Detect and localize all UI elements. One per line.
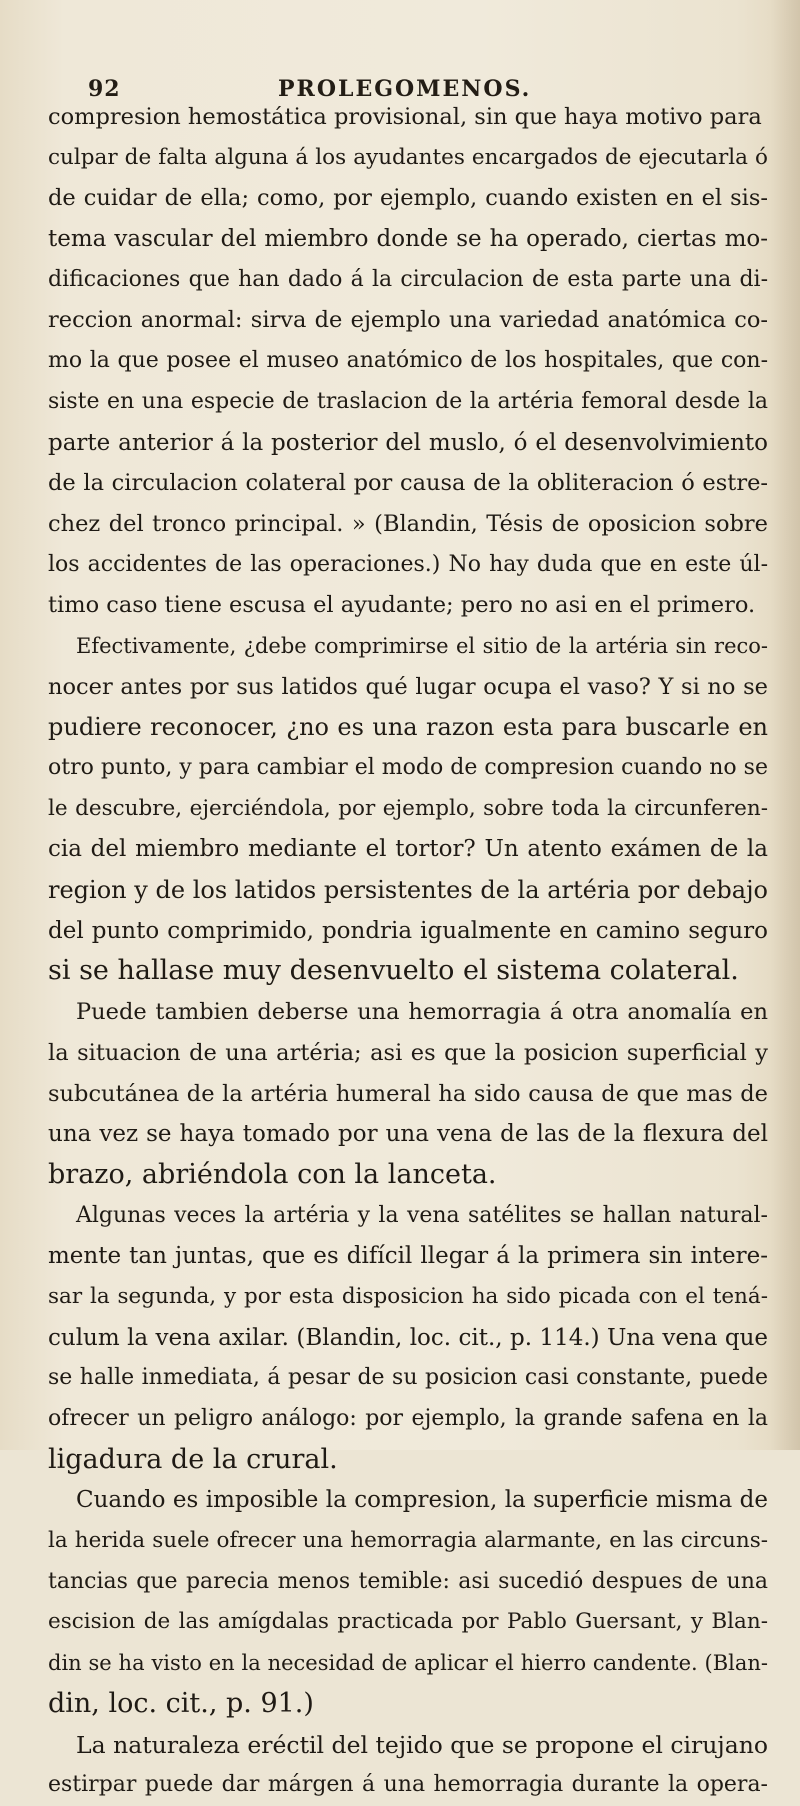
text-line: din, loc. cit., p. 91.) <box>48 1687 314 1719</box>
text-line: tema vascular del miembro donde se ha operado, ciertas mo- <box>48 226 768 253</box>
text-line: cia del miembro mediante el tortor? Un atento exámen de la <box>48 836 768 863</box>
text-line: ofrecer un peligro análogo: por ejemplo, la grande safena en la <box>48 1406 768 1431</box>
text-line: mo la que posee el museo anatómico de los hospitales, que con- <box>48 348 768 374</box>
text-line: sar la segunda, y por esta disposicion ha sido picada con el tená- <box>48 1283 768 1309</box>
text-line: siste en una especie de traslacion de la artéria femoral desde la <box>48 388 768 414</box>
page-edge-shadow <box>770 0 800 1450</box>
text-line: Efectivamente, ¿debe comprimirse el sitio de la artéria sin reco- <box>76 633 768 658</box>
text-line: nocer antes por sus latidos qué lugar ocupa el vaso? Y si no se <box>48 673 768 700</box>
text-line: din se ha visto en la necesidad de aplicar el hierro candente. (Blan- <box>48 1651 768 1676</box>
text-line: parte anterior á la posterior del muslo, ó el desenvolvimiento <box>48 429 768 456</box>
text-line: le descubre, ejerciéndola, por ejemplo, sobre toda la circunferen- <box>48 795 768 821</box>
text-line: pudiere reconocer, ¿no es una razon esta para buscarle en <box>48 713 768 742</box>
text-line: dificaciones que han dado á la circulacion de esta parte una di- <box>48 266 768 292</box>
text-line: del punto comprimido, pondria igualmente en camino seguro <box>48 917 768 944</box>
text-line: compresion hemostática provisional, sin que haya motivo para <box>48 104 762 130</box>
text-line: culpar de falta alguna á los ayudantes encargados de ejecutarla ó <box>48 144 768 170</box>
text-line: subcutánea de la artéria humeral ha sido causa de que mas de <box>48 1080 768 1107</box>
text-line: de cuidar de ella; como, por ejemplo, cuando existen en el sis- <box>48 185 768 212</box>
text-line: escision de las amígdalas practicada por Pablo Guersant, y Blan- <box>48 1609 768 1635</box>
text-line: tancias que parecia menos temible: asi sucedió despues de una <box>48 1568 768 1594</box>
text-line: estirpar puede dar márgen á una hemorragia durante la opera- <box>48 1772 768 1798</box>
text-line: se halle inmediata, á pesar de su posicion casi constante, puede <box>48 1365 768 1391</box>
text-line: si se hallase muy desenvuelto el sistema colateral. <box>48 955 739 987</box>
text-line: culum la vena axilar. (Blandin, loc. cit., p. 114.) Una vena que <box>48 1324 768 1351</box>
text-line: de la circulacion colateral por causa de la obliteracion ó estre- <box>48 470 768 497</box>
running-title: PROLEGOMENOS. <box>278 76 532 102</box>
text-line: Cuando es imposible la compresion, la superficie misma de <box>76 1487 768 1514</box>
text-line: La naturaleza eréctil del tejido que se propone el cirujano <box>76 1730 768 1759</box>
text-line: Algunas veces la artéria y la vena satélites se hallan natural- <box>76 1202 768 1228</box>
text-line: brazo, abriéndola con la lanceta. <box>48 1158 497 1190</box>
text-line: timo caso tiene escusa el ayudante; pero no asi en el primero. <box>48 592 756 619</box>
text-line: los accidentes de las operaciones.) No hay duda que en este úl- <box>48 551 768 577</box>
text-line: Puede tambien deberse una hemorragia á otra anomalía en <box>76 999 768 1026</box>
page-number: 92 <box>88 76 121 102</box>
text-line: ligadura de la crural. <box>48 1443 338 1475</box>
body-text <box>48 97 768 1806</box>
text-line: la herida suele ofrecer una hemorragia alarmante, en las circuns- <box>48 1528 768 1554</box>
text-line: una vez se haya tomado por una vena de las de la flexura del <box>48 1121 768 1148</box>
text-line: otro punto, y para cambiar el modo de compresion cuando no se <box>48 755 768 780</box>
text-line: chez del tronco principal. » (Blandin, Tésis de oposicion sobre <box>48 510 768 537</box>
text-line: la situacion de una artéria; asi es que la posicion superficial y <box>48 1039 768 1066</box>
text-line: mente tan juntas, que es difícil llegar á la primera sin intere- <box>48 1243 768 1270</box>
text-line: region y de los latidos persistentes de la artéria por debajo <box>48 876 768 905</box>
text-line: reccion anormal: sirva de ejemplo una variedad anatómica co- <box>48 307 768 334</box>
